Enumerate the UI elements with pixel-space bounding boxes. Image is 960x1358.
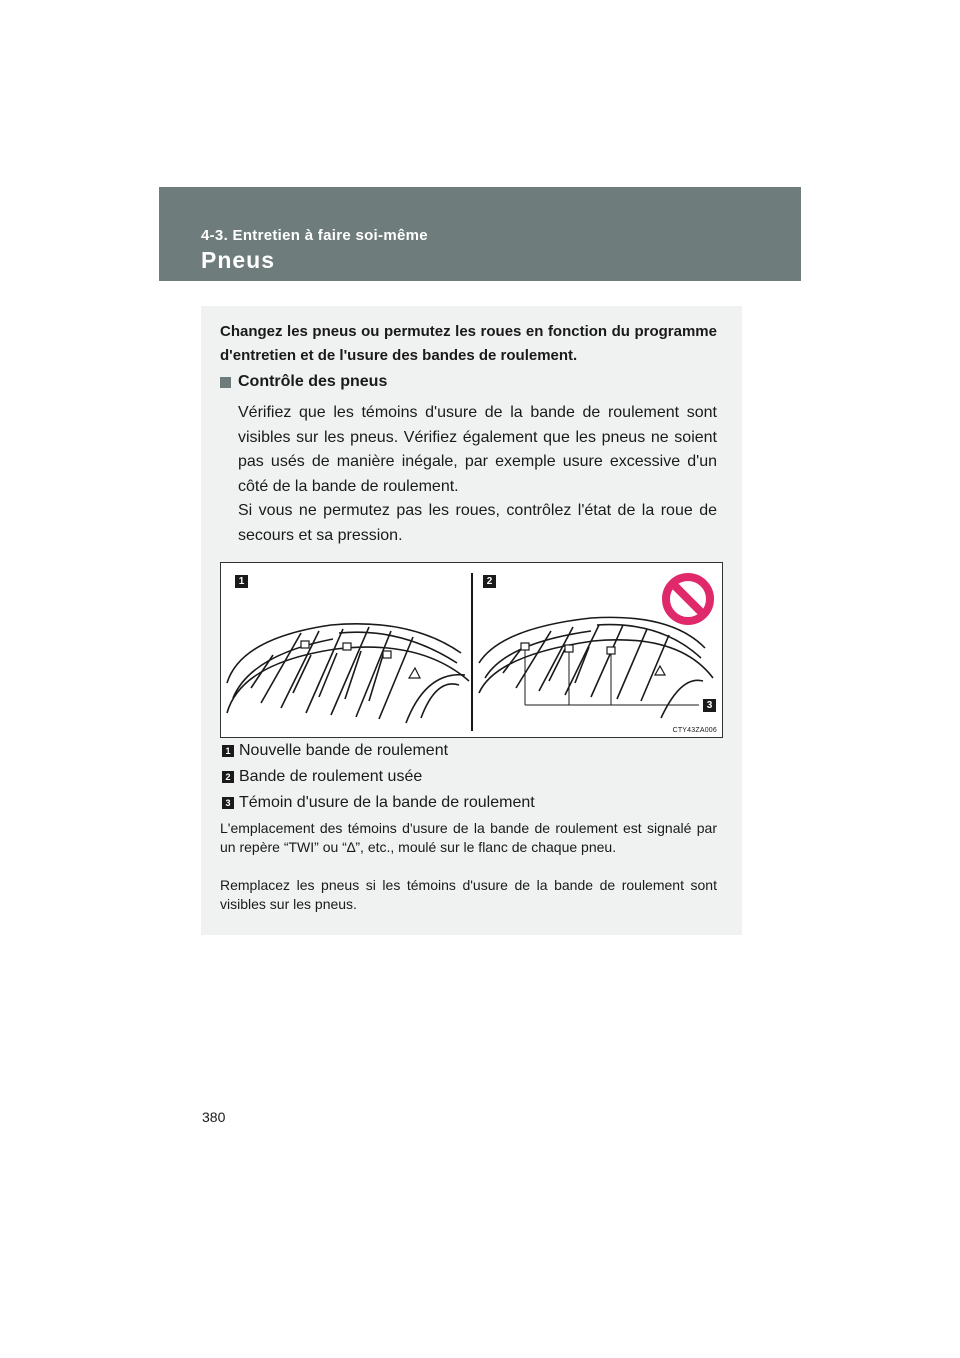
page-number: 380 [202,1109,226,1125]
figure-marker-2: 2 [483,575,496,588]
legend-number-icon: 3 [222,797,234,809]
legend-label: Nouvelle bande de roulement [239,742,449,759]
legend-item-2 [222,768,422,786]
twi-triangle-right [655,666,665,675]
legend-label: Bande de roulement usée [239,768,423,785]
tire-tread-illustration [220,562,723,738]
page-title: Pneus [201,247,276,273]
legend-item-1 [222,742,448,760]
prohibition-icon [666,577,710,621]
tire-check-paragraph: Vérifiez que les témoins d'usure de la bande de roulement sont visibles sur les pneus. Vérifiez également que les pneus ne soient pas usés de manière inégale, par exemple usure excessive d'un côté de la bande de roulement. [238,404,717,495]
legend-number-icon: 1 [222,745,234,757]
legend-number-icon: 2 [222,771,234,783]
subsection-heading-label: Contrôle des pneus [238,373,388,390]
worn-tire-drawing [479,617,713,718]
figure-marker-1: 1 [235,575,248,588]
section-label: 4-3. Entretien à faire soi-même [201,227,428,244]
tire-drawing [221,563,724,739]
content-panel [201,306,742,935]
replace-tires-note: Remplacez les pneus si les témoins d'usure de la bande de roulement sont visibles sur les pneus. [220,877,717,912]
legend-item-3 [222,794,535,812]
spare-tire-paragraph: Si vous ne permutez pas les roues, contrôlez l'état de la roue de secours et sa pression. [238,502,717,544]
new-tire-drawing [227,624,469,723]
worn-tire-wear-bars [521,643,615,654]
bullet-square-icon [220,377,231,388]
subsection-heading [220,373,387,391]
figure-code: CTY43ZA006 [672,727,717,734]
intro-text: Changez les pneus ou permutez les roues en fonction du programme d'entretien et de l'usure des bandes de roulement. [220,323,717,364]
twi-location-note: L'emplacement des témoins d'usure de la bande de roulement est signalé par un repère “TWI” ou “∆”, etc., moulé sur le flanc de chaque pneu. [220,820,717,855]
page-header [159,187,801,281]
twi-triangle-left [409,668,420,678]
figure-marker-3: 3 [703,699,716,712]
legend-label: Témoin d'usure de la bande de roulement [239,794,535,811]
